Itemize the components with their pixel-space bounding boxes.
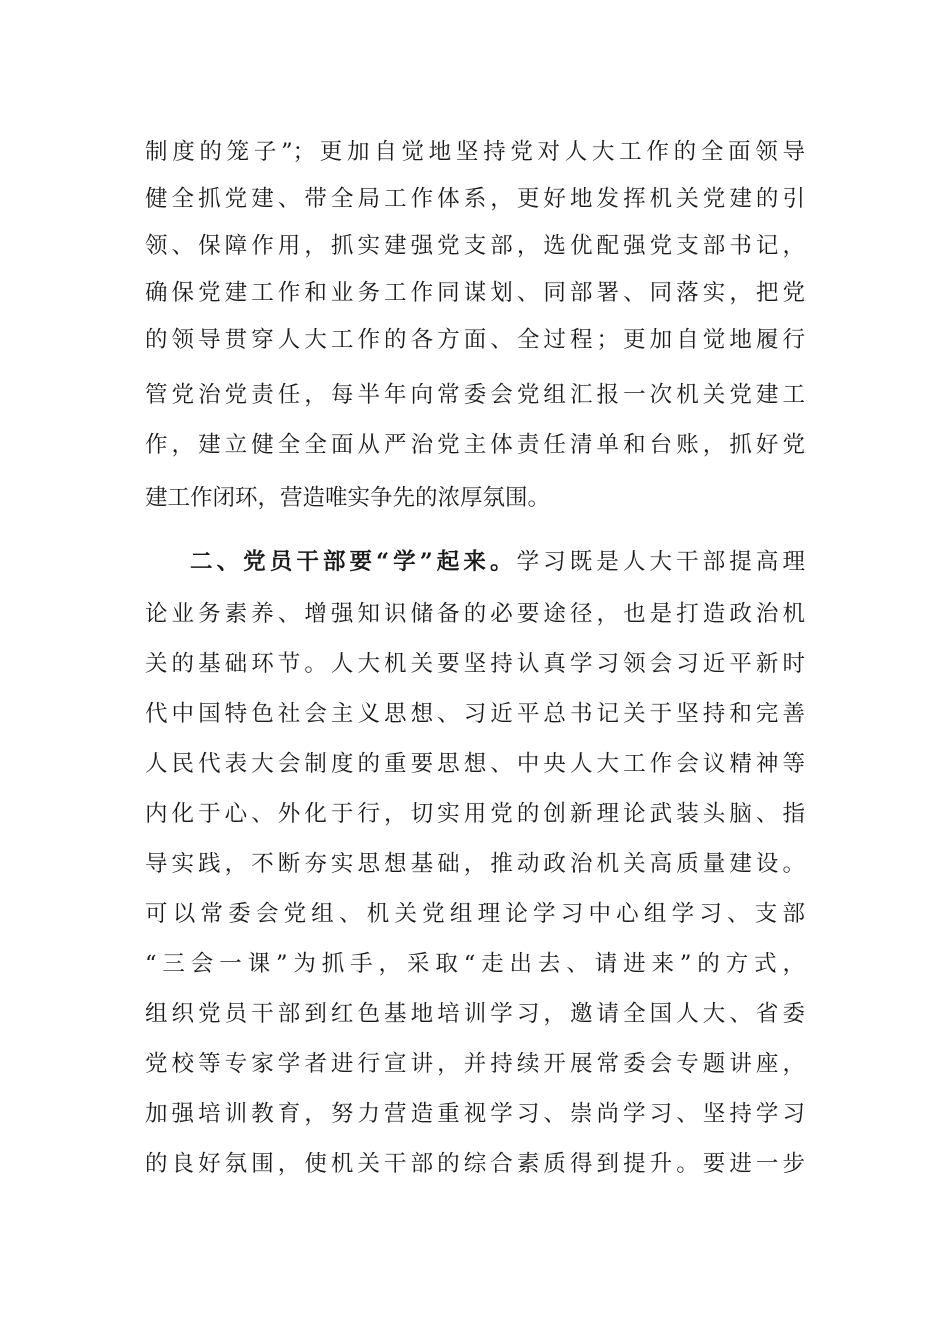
text-line: 作，建立健全全面从严治党主体责任清单和台账，抓好党 (145, 432, 805, 458)
text-line: 加强培训教育，努力营造重视学习、崇尚学习、坚持学习 (145, 1101, 805, 1127)
text-line: 党校等专家学者进行宣讲，并持续开展常委会专题讲座， (145, 1051, 805, 1077)
text-line: 论业务素养、增强知识储备的必要途径，也是打造政治机 (145, 601, 805, 627)
text-line: 管党治党责任，每半年向常委会党组汇报一次机关党建工 (145, 382, 805, 408)
text-line: 的领导贯穿人大工作的各方面、全过程；更加自觉地履行 (145, 327, 805, 353)
text-line: 代中国特色社会主义思想、习近平总书记关于坚持和完善 (145, 701, 805, 727)
text-line: 的良好氛围，使机关干部的综合素质得到提升。要进一步 (145, 1151, 805, 1177)
text-line: 导实践，不断夯实思想基础，推动政治机关高质量建设。 (145, 851, 805, 877)
text-line: 组织党员干部到红色基地培训学习，邀请全国人大、省委 (145, 1001, 805, 1027)
paragraph-first-line (190, 542, 805, 582)
text-line: 建工作闭环，营造唯实争先的浓厚氛围。 (145, 485, 551, 511)
text-line: 人民代表大会制度的重要思想、中央人大工作会议精神等 (145, 751, 805, 777)
text-span: 学习既是人大干部提高理 (516, 549, 805, 575)
text-line: “三会一课”为抓手，采取“走出去、请进来”的方式， (145, 951, 805, 977)
text-line: 健全抓党建、带全局工作体系，更好地发挥机关党建的引 (145, 186, 805, 212)
text-line: 内化于心、外化于行，切实用党的创新理论武装头脑、指 (145, 801, 805, 827)
text-line: 确保党建工作和业务工作同谋划、同部署、同落实，把党 (145, 280, 805, 306)
text-line: 关的基础环节。人大机关要坚持认真学习领会习近平新时 (145, 651, 805, 677)
section-heading: 二、党员干部要“学”起来。 (190, 549, 517, 575)
text-line: 制度的笼子”；更加自觉地坚持党对人大工作的全面领导 (145, 139, 805, 165)
text-line: 领、保障作用，抓实建强党支部，选优配强党支部书记， (145, 233, 805, 259)
text-line: 可以常委会党组、机关党组理论学习中心组学习、支部 (145, 901, 805, 927)
